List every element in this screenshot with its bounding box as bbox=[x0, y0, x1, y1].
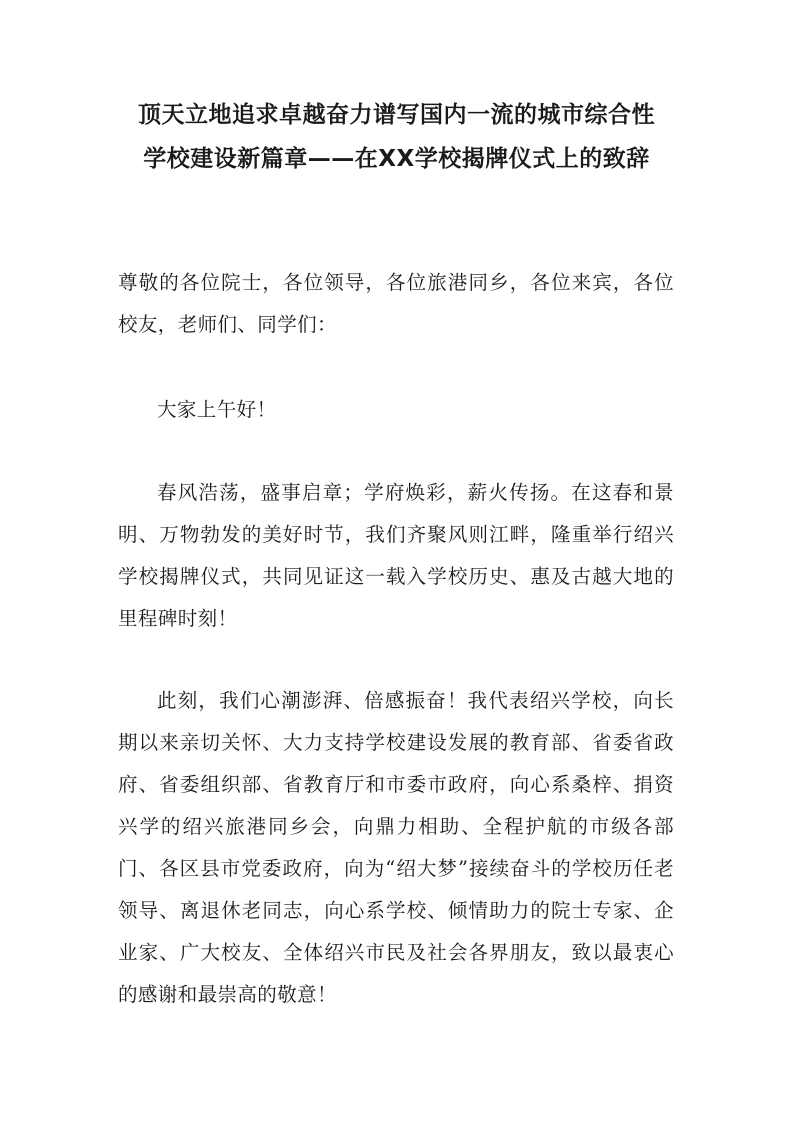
greeting-paragraph: 大家上午好！ bbox=[157, 398, 277, 421]
body-paragraph-thanks: 此刻，我们心潮澎湃、倍感振奋！我代表绍兴学校，向长期以来亲切关怀、大力支持学校建设发展的教育部、省委省政府、省委组织部、省教育厅和市委市政府，向心系桑梓、捐资兴学的绍兴旅港同乡会，向鼎力相助、全程护航的市级各部门、各区县市党委政府，向为“绍大梦”接续奋斗的学校历任老领导、离退休老同志，向心系学校、倾情助力的院士专家、企业家、广大校友、全体绍兴市民及社会各界朋友，致以最衷心的感谢和最崇高的敬意！ bbox=[118, 689, 674, 1006]
document-title-line-1: 顶天立地追求卓越奋力谱写国内一流的城市综合性 bbox=[138, 102, 655, 128]
document-title-line-2: 学校建设新篇章——在XX学校揭牌仪式上的致辞 bbox=[143, 146, 650, 172]
body-paragraph-spring: 春风浩荡，盛事启章；学府焕彩，薪火传扬。在这春和景明、万物勃发的美好时节，我们齐聚风则江畔，隆重举行绍兴学校揭牌仪式，共同见证这一载入学校历史、惠及古越大地的里程碑时刻！ bbox=[118, 481, 674, 630]
salutation-paragraph: 尊敬的各位院士，各位领导，各位旅港同乡，各位来宾，各位校友，老师们、同学们： bbox=[118, 271, 674, 336]
